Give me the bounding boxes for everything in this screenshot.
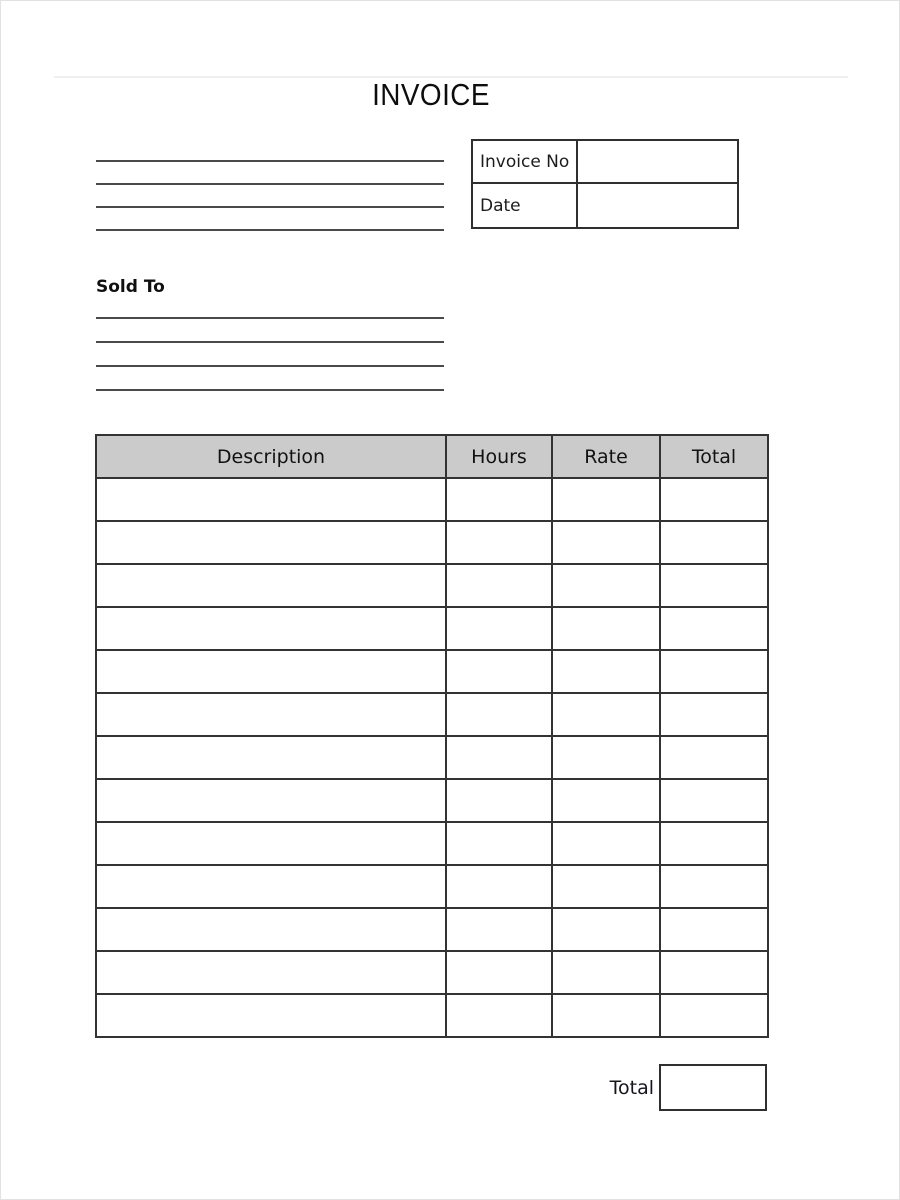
cell-total-row8[interactable]	[660, 779, 768, 822]
invoice-meta-table	[471, 139, 739, 229]
date-row	[473, 184, 737, 227]
column-header-hours: Hours	[446, 435, 552, 478]
cell-description-row11[interactable]	[96, 908, 446, 951]
cell-description-row2[interactable]	[96, 521, 446, 564]
table-row	[96, 994, 768, 1037]
cell-total-row11[interactable]	[660, 908, 768, 951]
cell-rate-row5[interactable]	[552, 650, 660, 693]
cell-rate-row13[interactable]	[552, 994, 660, 1037]
table-row	[96, 779, 768, 822]
write-in-line[interactable]	[96, 160, 444, 162]
cell-hours-row4[interactable]	[446, 607, 552, 650]
cell-rate-row12[interactable]	[552, 951, 660, 994]
table-row	[96, 951, 768, 994]
table-row	[96, 865, 768, 908]
cell-total-row13[interactable]	[660, 994, 768, 1037]
invoice-no-value[interactable]	[578, 141, 737, 182]
write-in-line[interactable]	[96, 229, 444, 231]
cell-rate-row7[interactable]	[552, 736, 660, 779]
cell-hours-row3[interactable]	[446, 564, 552, 607]
invoice-no-row	[473, 141, 737, 184]
cell-rate-row10[interactable]	[552, 865, 660, 908]
cell-total-row10[interactable]	[660, 865, 768, 908]
cell-description-row9[interactable]	[96, 822, 446, 865]
cell-rate-row11[interactable]	[552, 908, 660, 951]
date-label: Date	[473, 184, 578, 227]
cell-hours-row1[interactable]	[446, 478, 552, 521]
cell-hours-row11[interactable]	[446, 908, 552, 951]
cell-total-row9[interactable]	[660, 822, 768, 865]
write-in-line[interactable]	[96, 183, 444, 185]
items-table	[95, 434, 769, 1038]
billing-address-lines	[96, 160, 444, 252]
invoice-no-label: Invoice No	[473, 141, 578, 182]
table-row	[96, 478, 768, 521]
write-in-line[interactable]	[96, 317, 444, 319]
cell-total-row1[interactable]	[660, 478, 768, 521]
table-row	[96, 908, 768, 951]
write-in-line[interactable]	[96, 365, 444, 367]
cell-description-row8[interactable]	[96, 779, 446, 822]
cell-rate-row9[interactable]	[552, 822, 660, 865]
cell-rate-row2[interactable]	[552, 521, 660, 564]
grand-total-label: Total	[609, 1077, 654, 1099]
cell-description-row5[interactable]	[96, 650, 446, 693]
cell-total-row6[interactable]	[660, 693, 768, 736]
items-table-header-row	[96, 435, 768, 478]
table-row	[96, 564, 768, 607]
table-row	[96, 607, 768, 650]
grand-total-value[interactable]	[659, 1064, 767, 1111]
table-row	[96, 736, 768, 779]
cell-hours-row2[interactable]	[446, 521, 552, 564]
cell-hours-row5[interactable]	[446, 650, 552, 693]
page-title: INVOICE	[372, 77, 490, 112]
cell-hours-row6[interactable]	[446, 693, 552, 736]
table-row	[96, 521, 768, 564]
cell-hours-row10[interactable]	[446, 865, 552, 908]
cell-hours-row12[interactable]	[446, 951, 552, 994]
write-in-line[interactable]	[96, 206, 444, 208]
cell-hours-row7[interactable]	[446, 736, 552, 779]
cell-description-row12[interactable]	[96, 951, 446, 994]
column-header-description: Description	[96, 435, 446, 478]
table-row	[96, 822, 768, 865]
cell-description-row10[interactable]	[96, 865, 446, 908]
cell-rate-row4[interactable]	[552, 607, 660, 650]
table-row	[96, 693, 768, 736]
cell-hours-row13[interactable]	[446, 994, 552, 1037]
column-header-total: Total	[660, 435, 768, 478]
cell-total-row2[interactable]	[660, 521, 768, 564]
table-row	[96, 650, 768, 693]
column-header-rate: Rate	[552, 435, 660, 478]
sold-to-label: Sold To	[96, 277, 165, 297]
cell-hours-row9[interactable]	[446, 822, 552, 865]
sold-to-address-lines	[96, 317, 444, 413]
cell-description-row7[interactable]	[96, 736, 446, 779]
cell-total-row5[interactable]	[660, 650, 768, 693]
write-in-line[interactable]	[96, 341, 444, 343]
cell-description-row3[interactable]	[96, 564, 446, 607]
cell-rate-row8[interactable]	[552, 779, 660, 822]
cell-total-row7[interactable]	[660, 736, 768, 779]
cell-rate-row3[interactable]	[552, 564, 660, 607]
cell-hours-row8[interactable]	[446, 779, 552, 822]
cell-description-row13[interactable]	[96, 994, 446, 1037]
cell-total-row4[interactable]	[660, 607, 768, 650]
cell-total-row12[interactable]	[660, 951, 768, 994]
cell-description-row6[interactable]	[96, 693, 446, 736]
cell-total-row3[interactable]	[660, 564, 768, 607]
cell-description-row1[interactable]	[96, 478, 446, 521]
cell-rate-row1[interactable]	[552, 478, 660, 521]
cell-rate-row6[interactable]	[552, 693, 660, 736]
write-in-line[interactable]	[96, 389, 444, 391]
date-value[interactable]	[578, 184, 737, 227]
cell-description-row4[interactable]	[96, 607, 446, 650]
